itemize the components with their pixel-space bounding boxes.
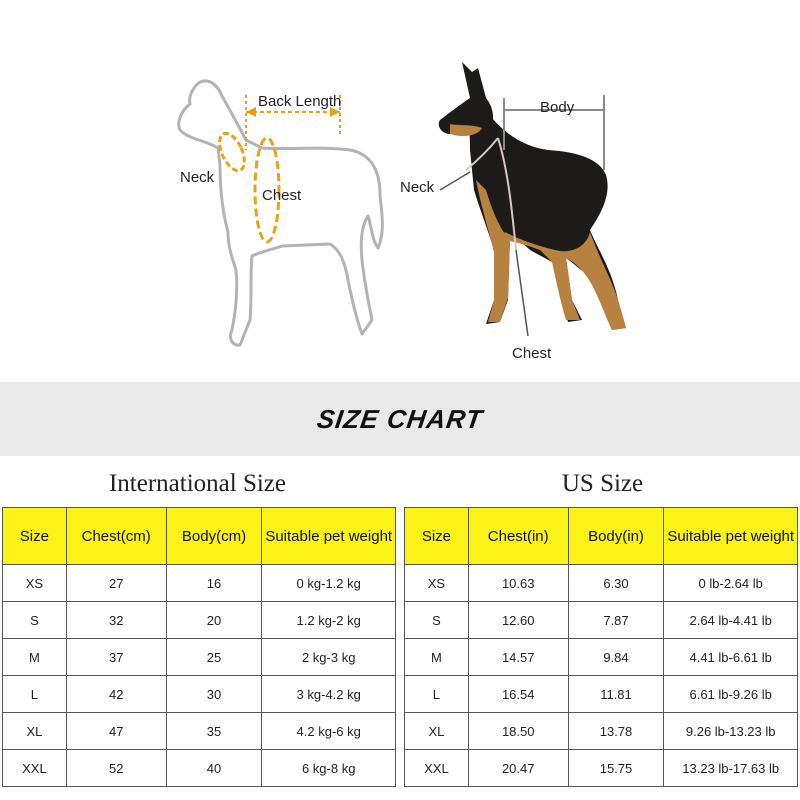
- table-cell: L: [405, 676, 469, 713]
- table-cell: XS: [405, 565, 469, 602]
- table-cell: 6.30: [568, 565, 664, 602]
- table-cell: XS: [3, 565, 67, 602]
- table-cell: 4.41 lb-6.61 lb: [664, 639, 798, 676]
- table-row: [405, 602, 798, 639]
- outline-dog-diagram: [179, 81, 383, 345]
- header-cell: Chest(in): [468, 508, 568, 565]
- table-cell: 7.87: [568, 602, 664, 639]
- german-shepherd-photo: [400, 62, 626, 362]
- header-cell: Body(in): [568, 508, 664, 565]
- header-cell: Size: [405, 508, 469, 565]
- chest-label-left: Chest: [262, 187, 302, 204]
- table-cell: 35: [166, 713, 262, 750]
- table-cell: 47: [66, 713, 166, 750]
- dog-head-icon: [439, 62, 493, 134]
- table-cell: 27: [66, 565, 166, 602]
- table-row: [3, 602, 396, 639]
- table-cell: 14.57: [468, 639, 568, 676]
- table-cell: 0 lb-2.64 lb: [664, 565, 798, 602]
- table-cell: 20.47: [468, 750, 568, 787]
- table-cell: 1.2 kg-2 kg: [262, 602, 396, 639]
- body-label-right: Body: [540, 99, 575, 116]
- international-size-table: [2, 507, 396, 787]
- table-row: [3, 676, 396, 713]
- header-cell: Suitable pet weight: [664, 508, 798, 565]
- table-cell: 12.60: [468, 602, 568, 639]
- table-cell: M: [3, 639, 67, 676]
- table-row: [405, 565, 798, 602]
- table-cell: 4.2 kg-6 kg: [262, 713, 396, 750]
- table-header-row: [3, 508, 396, 565]
- back-length-label: Back Length: [258, 93, 342, 110]
- header-cell: Size: [3, 508, 67, 565]
- table-cell: 2 kg-3 kg: [262, 639, 396, 676]
- table-cell: 0 kg-1.2 kg: [262, 565, 396, 602]
- table-cell: 15.75: [568, 750, 664, 787]
- table-row: [405, 750, 798, 787]
- table-cell: 9.84: [568, 639, 664, 676]
- table-cell: S: [405, 602, 469, 639]
- table-row: [3, 565, 396, 602]
- table-cell: 20: [166, 602, 262, 639]
- header-cell: Suitable pet weight: [262, 508, 396, 565]
- us-size-table: [404, 507, 798, 787]
- table-cell: 2.64 lb-4.41 lb: [664, 602, 798, 639]
- table-row: [405, 713, 798, 750]
- measurement-illustration: [0, 0, 800, 380]
- international-size-heading: International Size: [108, 470, 286, 497]
- table-cell: M: [405, 639, 469, 676]
- table-cell: 30: [166, 676, 262, 713]
- table-cell: 6 kg-8 kg: [262, 750, 396, 787]
- table-header-row: [405, 508, 798, 565]
- table-cell: 13.78: [568, 713, 664, 750]
- table-cell: 3 kg-4.2 kg: [262, 676, 396, 713]
- table-cell: S: [3, 602, 67, 639]
- size-chart-banner: [0, 382, 800, 456]
- table-cell: 6.61 lb-9.26 lb: [664, 676, 798, 713]
- table-cell: 13.23 lb-17.63 lb: [664, 750, 798, 787]
- table-cell: 18.50: [468, 713, 568, 750]
- table-cell: XL: [405, 713, 469, 750]
- table-cell: 11.81: [568, 676, 664, 713]
- neck-label-right: Neck: [400, 179, 435, 196]
- table-cell: XL: [3, 713, 67, 750]
- table-cell: 16: [166, 565, 262, 602]
- us-size-heading: US Size: [561, 470, 644, 497]
- table-cell: 52: [66, 750, 166, 787]
- chest-label-right: Chest: [512, 345, 552, 362]
- table-cell: L: [3, 676, 67, 713]
- table-cell: 32: [66, 602, 166, 639]
- table-cell: 9.26 lb-13.23 lb: [664, 713, 798, 750]
- size-chart-title: SIZE CHART: [315, 404, 485, 434]
- outline-dog-icon: [179, 81, 383, 345]
- table-cell: 10.63: [468, 565, 568, 602]
- header-cell: Body(cm): [166, 508, 262, 565]
- table-cell: XXL: [3, 750, 67, 787]
- table-cell: XXL: [405, 750, 469, 787]
- table-cell: 16.54: [468, 676, 568, 713]
- table-cell: 37: [66, 639, 166, 676]
- table-row: [3, 639, 396, 676]
- table-row: [3, 750, 396, 787]
- table-cell: 25: [166, 639, 262, 676]
- table-cell: 42: [66, 676, 166, 713]
- table-row: [3, 713, 396, 750]
- neck-label-left: Neck: [180, 169, 215, 186]
- header-cell: Chest(cm): [66, 508, 166, 565]
- table-cell: 40: [166, 750, 262, 787]
- table-row: [405, 639, 798, 676]
- table-row: [405, 676, 798, 713]
